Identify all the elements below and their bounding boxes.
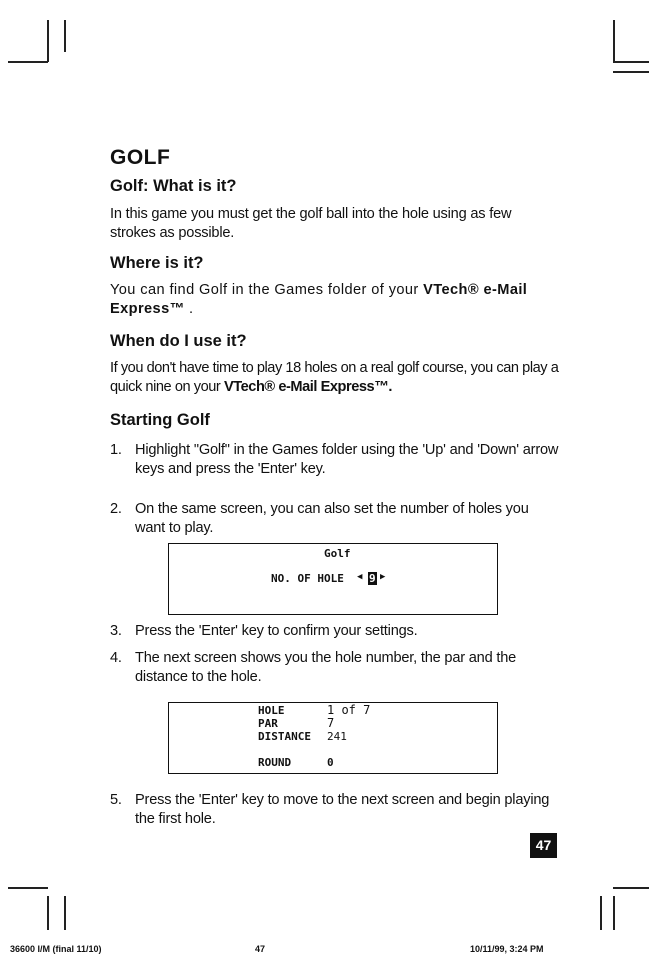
screen-hole-count-label: NO. OF HOLE (271, 572, 344, 585)
round-label: ROUND (258, 756, 292, 769)
crop-mark-top-right-h1 (613, 61, 649, 63)
screen-title: Golf (324, 547, 351, 560)
list-item-text: Press the 'Enter' key to confirm your settings. (135, 623, 418, 639)
list-item (110, 500, 560, 540)
list-item-text: Press the 'Enter' key to move to the next screen and begin playing the first hole. (135, 792, 550, 827)
brand-email-express: e-Mail Express™ (110, 282, 528, 317)
when-text: If you don't have time to play 18 holes on a real golf course, you can play a quick nine on your (110, 360, 559, 395)
list-item-number: 2. (110, 501, 122, 517)
page-title: GOLF (110, 146, 171, 169)
list-item (110, 791, 560, 831)
list-item (110, 622, 560, 642)
footer-page-number: 47 (255, 944, 266, 954)
crop-mark-bottom-left-h (8, 887, 48, 889)
hole-count-value: 9 (369, 572, 376, 585)
list-item-number: 3. (110, 623, 122, 639)
list-item-number: 4. (110, 650, 122, 666)
list-item-text: The next screen shows you the hole number, the par and the distance to the hole. (135, 650, 517, 685)
page-number-badge: 47 (530, 833, 557, 858)
brand-vtech-email-express: VTech® e-Mail Express™. (223, 379, 392, 395)
list-item-text: Highlight "Golf" in the Games folder using the 'Up' and 'Down' arrow keys and press the 'Enter' key. (135, 442, 559, 477)
where-suffix: . (184, 301, 194, 317)
distance-label: DISTANCE (258, 730, 311, 743)
crop-mark-bottom-right-h (613, 887, 649, 889)
list-item (110, 649, 560, 689)
crop-mark-top-right-h2 (613, 71, 649, 73)
heading-starting-golf: Starting Golf (110, 411, 210, 429)
list-item (110, 441, 560, 481)
where-text: You can find Golf in the Games folder of your (110, 282, 424, 298)
heading-when-do-i-use-it: When do I use it? (110, 332, 247, 350)
paragraph-what-is-it: In this game you must get the golf ball into the hole using as few strokes as possible. (110, 206, 512, 241)
crop-mark-bottom-left-v2 (64, 896, 66, 930)
round-value: 0 (327, 756, 334, 769)
par-label: PAR (258, 717, 278, 730)
crop-mark-bottom-right-v2 (613, 896, 615, 930)
heading-where-is-it: Where is it? (110, 254, 204, 272)
crop-mark-bottom-left-v1 (47, 896, 49, 930)
footer-file-info: 36600 I/M (final 11/10) (10, 944, 102, 954)
hole-value: 1 of 7 (327, 703, 371, 717)
screen-golf-holes (168, 543, 498, 615)
heading-what-is-it: Golf: What is it? (110, 177, 237, 195)
left-arrow-icon: ◀ (357, 572, 363, 582)
footer-timestamp: 10/11/99, 3:24 PM (470, 944, 544, 954)
screen-hole-info (168, 702, 498, 774)
par-value: 7 (327, 716, 335, 730)
list-item-number: 5. (110, 792, 122, 808)
paragraph-when-do-i-use-it (110, 359, 560, 397)
paragraph-where-is-it (110, 281, 560, 319)
hole-label: HOLE (258, 704, 285, 717)
right-arrow-icon: ▶ (380, 572, 386, 582)
crop-mark-top-left-v1 (47, 20, 49, 62)
crop-mark-bottom-right-v1 (600, 896, 602, 930)
brand-vtech: VTech® (423, 282, 480, 298)
distance-value: 241 (327, 730, 347, 743)
list-item-number: 1. (110, 442, 122, 458)
crop-mark-top-left-h (8, 61, 48, 63)
crop-mark-top-right-v (613, 20, 615, 62)
list-item-text: On the same screen, you can also set the number of holes you want to play. (135, 501, 529, 536)
crop-mark-top-left-v2 (64, 20, 66, 52)
